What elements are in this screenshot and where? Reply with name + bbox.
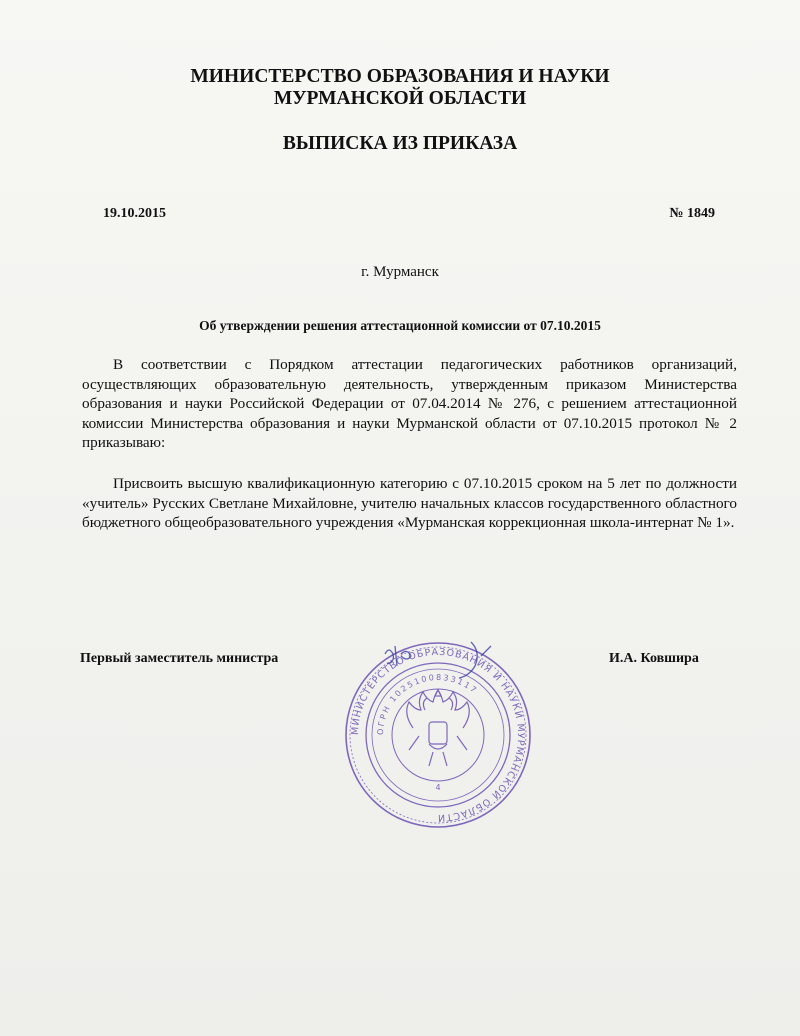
city-line: г. Мурманск [361, 264, 439, 280]
seal-ogrn-text: ОГРН 1025100833117 [375, 672, 480, 736]
signer-name: И.А. Ковшира [609, 651, 699, 666]
org-name-line2: МУРМАНСКОЙ ОБЛАСТИ [273, 88, 527, 109]
seal-inner-number: 4 [435, 783, 441, 792]
body-paragraph-1: В соответствии с Порядком аттестации педагогических работников организаций, осуществляющих образовательную деятельность, утвержденным приказом Министерства образования и науки Российской Федерации от 07.04.2014 № 276, с решением аттестационной комиссии Министерства образования и науки Мурманской области от 07.10.2015 протокол № 2 приказываю: [82, 356, 737, 451]
order-number: № 1849 [669, 206, 715, 221]
signer-title: Первый заместитель министра [80, 651, 279, 666]
coat-of-arms-icon [407, 690, 470, 766]
order-subject: Об утверждении решения аттестационной комиссии от 07.10.2015 [199, 318, 601, 333]
document-type-title: ВЫПИСКА ИЗ ПРИКАЗА [282, 133, 518, 154]
official-seal [343, 640, 533, 830]
order-date: 19.10.2015 [103, 206, 166, 221]
seal-outer-text: МИНИСТЕРСТВО ОБРАЗОВАНИЯ И НАУКИ МУРМАНСКОЙ ОБЛАСТИ [349, 646, 527, 824]
org-name-line1: МИНИСТЕРСТВО ОБРАЗОВАНИЯ И НАУКИ [190, 66, 610, 87]
body-paragraph-2: Присвоить высшую квалификационную категорию с 07.10.2015 сроком на 5 лет по должности «учитель» Русских Светлане Михайловне, учителю начальных классов государственного областного бюджетного общеобразовательного учреждения «Мурманская коррекционная школа-интернат № 1». [82, 475, 737, 531]
organization-header [0, 66, 800, 110]
